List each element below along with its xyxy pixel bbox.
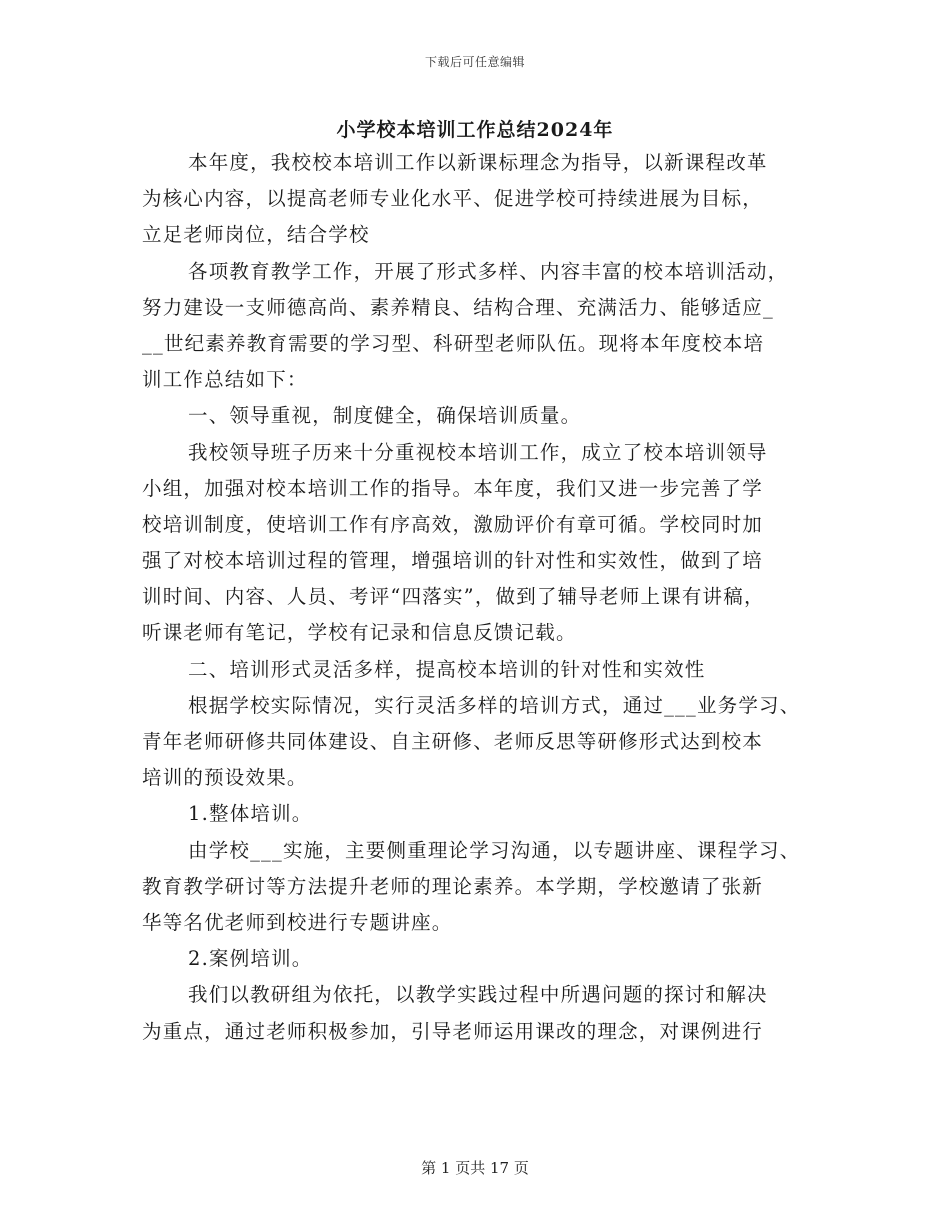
text-line: 训工作总结如下：: [142, 368, 308, 392]
text-line: 我校领导班子历来十分重视校本培训工作，成立了校本培训领导: [188, 440, 768, 464]
document-body: [142, 145, 832, 1050]
text-line: 小组，加强对校本培训工作的指导。本年度，我们又进一步完善了学: [142, 476, 764, 500]
text-line: 为核心内容，以提高老师专业化水平、促进学校可持续进展为目标，: [142, 187, 764, 211]
text-line: 立足老师岗位，结合学校: [142, 223, 370, 247]
text-line: 为重点，通过老师积极参加，引导老师运用课改的理念，对课例进行: [142, 1019, 764, 1043]
text-line: 二、培训形式灵活多样，提高校本培训的针对性和实效性: [188, 657, 706, 681]
text-line: 各项教育教学工作，开展了形式多样、内容丰富的校本培训活动，: [188, 259, 789, 283]
page-footer: 第 1 页共 17 页: [421, 1159, 529, 1177]
text-line: 培训的预设效果。: [142, 766, 308, 790]
text-line: 根据学校实际情况，实行灵活多样的培训方式，通过___业务学习、: [188, 693, 801, 717]
text-line: 青年老师研修共同体建设、自主研修、老师反思等研修形式达到校本: [142, 730, 764, 753]
document-title: 小学校本培训工作总结2024年: [336, 119, 614, 141]
text-line: 本年度，我校校本培训工作以新课标理念为指导，以新课程改革: [188, 151, 768, 174]
text-line: 一、领导重视，制度健全，确保培训质量。: [188, 404, 582, 428]
text-line: 由学校___实施，主要侧重理论学习沟通，以专题讲座、课程学习、: [188, 838, 801, 862]
text-line: 教育教学研讨等方法提升老师的理论素养。本学期，学校邀请了张新: [142, 874, 764, 898]
text-line: 我们以教研组为依托，以教学实践过程中所遇问题的探讨和解决: [188, 983, 768, 1007]
header-note: 下载后可任意编辑: [424, 55, 525, 69]
text-line: __世纪素养教育需要的学习型、科研型老师队伍。现将本年度校本培: [142, 331, 765, 355]
text-line: 2.案例培训。: [188, 947, 313, 971]
text-line: 强了对校本培训过程的管理，增强培训的针对性和实效性，做到了培: [142, 549, 764, 573]
text-line: 努力建设一支师德高尚、素养精良、结构合理、充满活力、能够适应_: [142, 295, 774, 319]
text-line: 1.整体培训。: [188, 802, 313, 826]
text-line: 听课老师有笔记，学校有记录和信息反馈记载。: [142, 621, 577, 645]
text-line: 训时间、内容、人员、考评“四落实”，做到了辅导老师上课有讲稿，: [142, 585, 765, 609]
text-line: 校培训制度，使培训工作有序高效，激励评价有章可循。学校同时加: [142, 512, 764, 536]
text-line: 华等名优老师到校进行专题讲座。: [142, 910, 453, 934]
